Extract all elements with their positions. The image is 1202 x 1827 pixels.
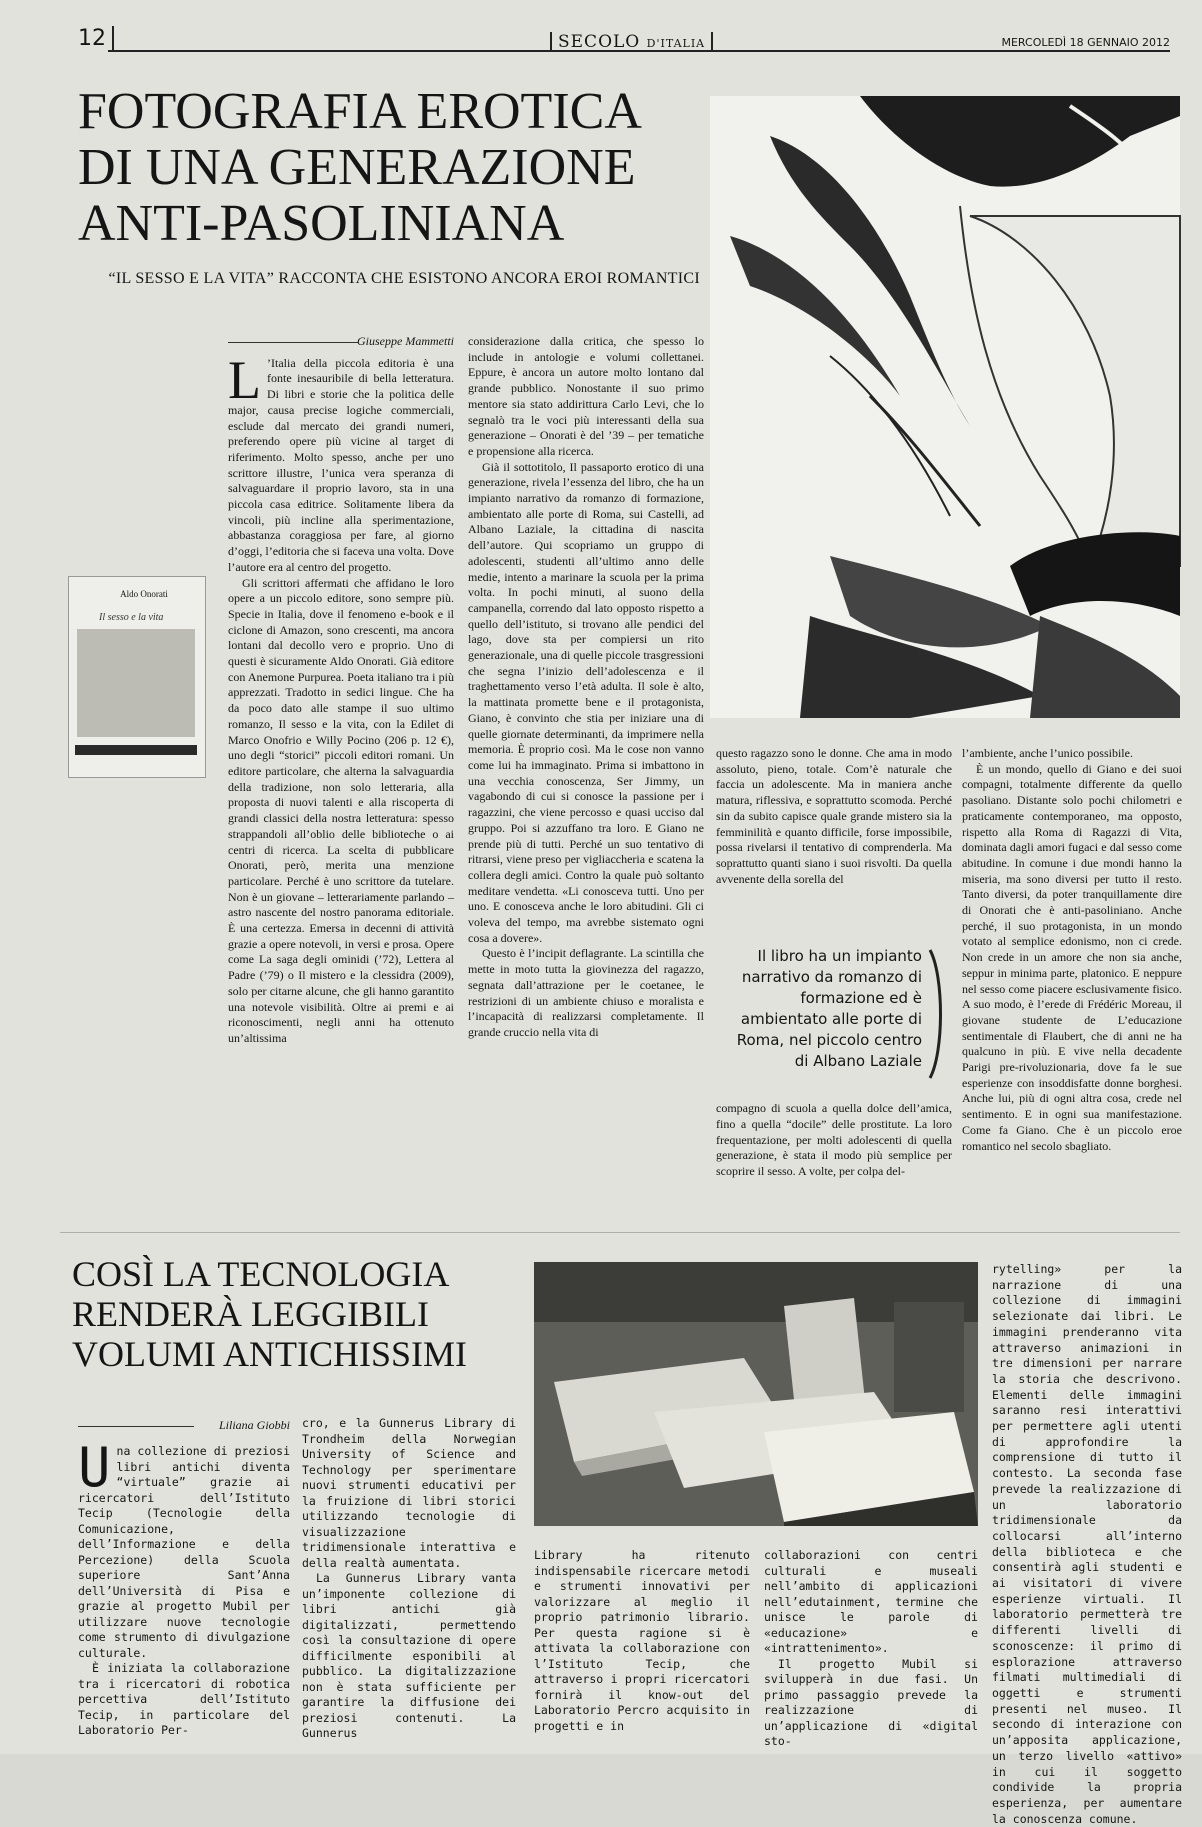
issue-date: MERCOLEDÌ 18 GENNAIO 2012 [1001, 36, 1170, 49]
article2-paragraph: collaborazioni con centri culturali e museali nell’ambito di applicazioni nell’edutainment, termine che unisce le parole di «educazione» e «intrattenimento». [764, 1548, 978, 1655]
article1-column-4 [962, 746, 1182, 1202]
article2-column-2 [302, 1416, 516, 1740]
article2-paragraph: La Gunnerus Library vanta un’imponente collezione di libri antichi già digitalizzati, permettendo così la consultazione di opere difficilmente esponibili al pubblico. La digitalizzazione non è stata sufficiente per garantire la diffusione dei preziosi contenuti. La Gunnerus [302, 1571, 516, 1740]
antique-books-photo [534, 1262, 978, 1526]
article2-text-1: na collezione di preziosi libri antichi diventa “virtuale” grazie ai ricercatori dell’Istituto Tecip (Tecnologie della Comunicazione, dell’Informazione e della Percezione) della Scuola superiore Sant’Anna dell’Università di Pisa e grazie al progetto Mubil per utilizzare nuove tecnologie come strumento di divulgazione culturale. [78, 1444, 290, 1660]
book-cover [68, 576, 206, 778]
pull-quote-text: Il libro ha un impianto narrativo da romanzo di formazione ed è ambientato alle porte di Roma, nel piccolo centro di Albano Laziale [736, 947, 922, 1070]
article2-byline: Liliana Giobbi [78, 1418, 290, 1433]
article1-illustration [710, 96, 1180, 718]
article-separator [60, 1232, 1180, 1233]
pull-quote [728, 946, 948, 1082]
book-cover-title: Il sesso e la vita [99, 612, 164, 624]
article2-column-3 [534, 1548, 750, 1734]
article2-paragraph: rytelling» per la narrazione di una collezione di immagini selezionate dai libri. Le immagini prenderanno vita attraverso animazioni in tre dimensioni per narrare la storia che descrivono. Elementi delle immagini saranno resi interattivi per permettere agli utenti di approfondire la comprensione di tutto il contesto. La seconda fase prevede la realizzazione di un laboratorio tridimensionale da collocarsi all’interno della biblioteca e che consentirà agli studenti e ai visitatori di vivere esperienze virtuali. Il laboratorio permetterà tre differenti livelli di sconoscenze: il primo di esplorazione attraverso filmati multimediali di oggetti e strumenti presenti nel museo. Il secondo di interazione con un’apposita applicazione, un terzo livello «attivo» in cui il soggetto condivide la propria esperienza, per aumentare la conoscenza comune. [992, 1262, 1182, 1826]
article1-paragraph: Già il sottotitolo, Il passaporto erotico di una generazione, rivela l’essenza del libro, che ha un impianto narrativo da romanzo di formazione, ambientato alle porte di Roma, sui Castelli, ad Albano Laziale, la cittadina di nascita dell’autore. Qui scopriamo un gruppo di adolescenti, studenti all’ultimo anno delle medie, intento a marinare la scuola per la prima volta. In pochi minuti, al suono della campanella, correndo dal lato opposto rispetto a quello dell’istituto, si trovano alle pendici del lago, dove sta per compiersi un rito generazionale, una di quelle piccole trasgressioni che segna l’inizio dell’adolescenza e il traghettamento verso l’età adulta. Il sole è alto, la mattinata promette bene e il protagonista, Giano, è convinto che stia per iniziare una di quelle giornate determinanti, da imprimere nella memoria. È proprio così. Ma le cose non vanno come lui ha immaginato. Prima si imbattono in una vecchia conoscenza, Ser Jimmy, un vagabondo di cui si conosce la passione per i ragazzini, che viene percosso e quasi ucciso dal gruppo. Poi si azzuffano tra loro. E Giano ne prende più di tutti. Perché un suo tentativo di ritrarsi, viene preso per vigliaccheria e scatena la collera degli amici. Contro la quale può soltanto meditare vendetta. «Li conosceva tutti. Uno per uno. E conosceva anche le loro abitudini. Gli ci voleva del tempo, ma avrebbe sistemato ogni cosa a dovere». [468, 459, 704, 945]
article1-paragraph: l’ambiente, anche l’unico possibile. [962, 746, 1133, 760]
article2-paragraph: È iniziata la collaborazione tra i ricercatori di robotica percettiva dell’Istituto Tecip, in particolare del Laboratorio Per- [78, 1661, 290, 1737]
article1-byline: Giuseppe Mammetti [228, 334, 454, 350]
article1-text-1: ’Italia della piccola editoria è una fonte inesauribile di bella letteratura. Di libri e storie che la politica delle major, causa precise logiche commerciali, esclude dal mercato dei grandi numeri, preferendo opere più vicine al target di riferimento. Molto spesso, anche per uno scrittore illustre, l’unica vera speranza di salvaguardare il proprio lavoro, sta in una piccola casa editrice. Solitamente libera da vincoli, più incline alla sperimentazione, abbastanza coraggiosa per fare, al giorno d’oggi, l’editoria che si faceva una volta. Dove l’autore era al centro del progetto. [228, 355, 454, 574]
article1-paragraph: compagno di scuola a quella dolce dell’amica, fino a quella “docile” delle prostitute. La loro frequentazione, per molti adolescenti di quella generazione, è stata il modo più semplice per scoprire il sesso. A volte, per colpa del- [716, 1101, 952, 1179]
article1-paragraph: considerazione dalla critica, che spesso lo include in antologie e volumi collettanei. Eppure, è ancora un autore molto lontano dal grande pubblico. Nonostante il suo primo mentore sia stato addirittura Carlo Levi, che lo segnalò tra le voci più interessanti della sua generazione – Onorati è del ’39 – per tematiche e propensione alla ricerca. [468, 334, 704, 458]
article1-column-1 [99, 334, 454, 1204]
woman-illustration [710, 96, 1180, 718]
article1-paragraph: questo ragazzo sono le donne. Che ama in modo assoluto, pieno, totale. Com’è naturale che faccia un adolescente. Ma in maniera anche matura, riflessiva, e soprattutto scomoda. Perché sin da subito capisce quale grande mistero sia la femminilità e quanto difficile, forse impossibile, possa rivelarsi il tentativo di comprenderla. Ma soprattutto quanti siano i suoi risvolti. Da quella avvenente della sorella del [716, 746, 952, 886]
article2-paragraph: Library ha ritenuto indispensabile ricercare metodi e strumenti innovativi per valorizzare al meglio il proprio patrimonio librario. Per questa ragione si è attivata la collaborazione con l’Istituto Tecip, che attraverso i propri ricercatori fornirà il know-out del Laboratorio Percro acquisito in progetti e in [534, 1548, 750, 1733]
article1-text-2: Gli scrittori affermati che affidano le loro opere a un piccolo editore, sono sempre più. Specie in Italia, dove il fenomeno e-book e il ciclone di Amazon, sono crescenti, ma ancora lontani dal decollo vero e proprio. Uno di questi è sicuramente Aldo Onorati. Già editore con Anemone Purpurea. Poeta italiano tra i più apprezzati. Tradotto in sedici lingue. Che ha da poco dato alle stampe il suo ultimo romanzo, Il sesso e la vita, con la Edilet di Marco Onofrio e Willy Pocino (206 p. 12 €), uno degli “storici” piccoli editori romani. Un editore particolare, che alterna la salvaguardia della tradizione, non solo letteraria, alla proposta di nuovi talenti e alla riscoperta di grandi classici della nostra letteratura: spesso strappandoli all’oblio delle biblioteche o ai centri di ricerca. La scelta di pubblicare Onorati, però, merita una menzione particolare. Perché è uno scrittore da tutelare. Non è un giovane – letterariamente parlando – astro nascente del nostro panorama editoriale. È una certezza. Emersa in decenni di attività grazie a opere notevoli, in versi e prosa. Opere come La saga degli ominidi (’72), Lettera al Padre (’79) o Il mistero e la clessidra (2009), solo per citarne alcune, che gli hanno garantito una notevole visibilità. Oltre ai premi e ai riconoscimenti, negli anni ha ottenuto un’altissima [228, 575, 454, 1045]
dropcap: L [228, 349, 261, 410]
book-cover-band [75, 745, 197, 755]
article1-title: FOTOGRAFIA EROTICA DI UNA GENERAZIONE ANTI-PASOLINIANA [78, 83, 640, 252]
masthead [550, 32, 713, 52]
article2-paragraph: Il progetto Mubil si svilupperà in due fasi. Un primo passaggio prevede la realizzazione di un’applicazione di «digital sto- [764, 1656, 978, 1748]
article2-column-4 [764, 1548, 978, 1748]
article1-paragraph: Questo è l’incipit deflagrante. La scintilla che mette in moto tutta la giovinezza del ragazzo, segnata dall’attrazione per le coetanee, le restrizioni di un ambiente chiuso e moralista e l’incapacità di realizzarsi completamente. Il grande cruccio nella vita di [468, 946, 704, 1039]
article2-column-5 [992, 1262, 1182, 1826]
dropcap: U [78, 1436, 111, 1499]
article1-paragraph: È un mondo, quello di Giano e dei suoi compagni, totalmente differente da quello pasoliano. Distante solo pochi chilometri e praticamente contemporaneo, ma opposto, rispetto alla Roma di Ragazzi di Vita, dominata dagli amori fugaci e dal sesso come abitudine. In comune i due mondi hanno la miseria, ma sono diversi per tutto il resto. Tanto diversi, da poter tranquillamente dire di Onorati che è anti-pasoliniano. Anche perché, il suo protagonista, in un mondo votato al semplice edonismo, non ci crede. Non crede in un amore che non sia anche, seppur in minima parte, platonico. E neppure nel sesso come piacere esclusivamente fisico. A suo modo, è l’erede di Frédéric Moreau, il giovane studente de L’educazione sentimentale di Flaubert, che di anni ne ha qualcuno in più. E vive nella decadente Parigi pre-rivoluzionaria, dove fa le sue esperienze con insoddisfatte donne borghesi. Anche lui, più di ogni altra cosa, crede nel sentimento. E in ogni sua manifestazione. Come fa Giano. Che è un piccolo eroe romantico nel secolo sbagliato. [962, 761, 1182, 1153]
article1-paragraph [99, 575, 454, 1047]
article1-column-2 [468, 334, 704, 1210]
article2-paragraph [78, 1436, 290, 1661]
article2-title: COSÌ LA TECNOLOGIA RENDERÀ LEGGIBILI VOLUMI ANTICHISSIMI [72, 1254, 467, 1374]
article2-photo [534, 1262, 978, 1526]
article2-paragraph: cro, e la Gunnerus Library di Trondheim della Norwegian University of Science and Technology per sperimentare nuovi strumenti educativi per la fruizione di libri storici utilizzando tecnologie di visualizzazione tridimensionale interattiva e della realtà aumentata. [302, 1416, 516, 1570]
page-number: 12 [78, 26, 114, 52]
masthead-name: SECOLO [558, 32, 641, 52]
article1-subtitle: “IL SESSO E LA VITA” RACCONTA CHE ESISTONO ANCORA EROI ROMANTICI [108, 270, 700, 287]
book-cover-image [77, 629, 195, 737]
book-cover-author: Aldo Onorati [120, 588, 168, 599]
quote-bracket-icon [926, 946, 948, 1082]
masthead-small: D'ITALIA [646, 37, 706, 50]
page-header [78, 26, 1170, 56]
article1-paragraph [228, 349, 454, 576]
article2-column-1 [78, 1436, 290, 1737]
